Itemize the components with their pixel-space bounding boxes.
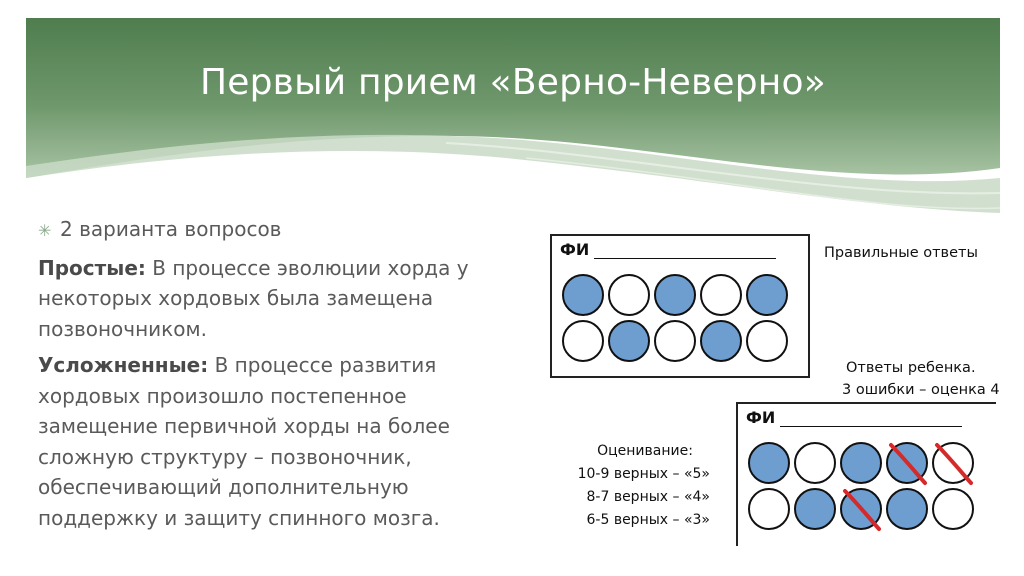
answer-circle bbox=[748, 442, 790, 484]
fi-line bbox=[594, 258, 776, 259]
answer-circle bbox=[700, 274, 742, 316]
answer-circle bbox=[886, 442, 928, 484]
answer-circle bbox=[608, 274, 650, 316]
answer-circle bbox=[932, 488, 974, 530]
answer-circle bbox=[562, 320, 604, 362]
answer-circle bbox=[654, 320, 696, 362]
complex-label: Усложненные: bbox=[38, 353, 209, 377]
grading-legend bbox=[550, 440, 710, 532]
simple-question bbox=[38, 253, 498, 345]
answer-circle bbox=[840, 488, 882, 530]
header-banner bbox=[26, 18, 1000, 213]
grading-header: Оценивание: bbox=[597, 443, 693, 459]
fi-label: ФИ bbox=[560, 240, 590, 259]
child-score-caption: 3 ошибки – оценка 4 bbox=[842, 382, 1000, 398]
bullet-text: 2 варианта вопросов bbox=[60, 217, 282, 241]
answer-circle bbox=[654, 274, 696, 316]
slide-title: Первый прием «Верно-Неверно» bbox=[200, 62, 826, 103]
child-answers-caption: Ответы ребенка. bbox=[846, 360, 976, 376]
grading-line-3: 6-5 верных – «3» bbox=[586, 512, 710, 528]
answer-circle bbox=[562, 274, 604, 316]
answer-circle bbox=[840, 442, 882, 484]
fi-label: ФИ bbox=[746, 408, 776, 427]
child-answers-card bbox=[736, 402, 996, 546]
grading-line-4: 8-7 верных – «4» bbox=[586, 489, 710, 505]
answer-circle bbox=[746, 274, 788, 316]
answer-circle bbox=[748, 488, 790, 530]
complex-question bbox=[38, 350, 498, 533]
answer-circle bbox=[700, 320, 742, 362]
fi-line bbox=[780, 426, 962, 427]
simple-label: Простые: bbox=[38, 255, 146, 280]
answer-circle bbox=[886, 488, 928, 530]
answer-circle bbox=[794, 488, 836, 530]
answer-circle bbox=[794, 442, 836, 484]
simple-text: В процессе эволюции хорда у некоторых хордовых была замещена позвоночником. bbox=[38, 255, 469, 341]
answer-circle bbox=[746, 320, 788, 362]
grading-line-5: 10-9 верных – «5» bbox=[577, 466, 710, 482]
correct-answers-caption: Правильные ответы bbox=[824, 245, 978, 261]
slide-content bbox=[38, 214, 498, 539]
answer-circle bbox=[932, 442, 974, 484]
bullet-item bbox=[38, 214, 498, 247]
correct-answers-card bbox=[550, 234, 810, 378]
complex-text: В процессе развития хордовых произошло постепенное замещение первичной хорды на более сложную структуру – позвоночник, обеспечивающий дополнительную поддержку и защиту спинного мозга. bbox=[38, 353, 450, 530]
asterisk-bullet-icon: ✳ bbox=[38, 221, 52, 240]
answer-circle bbox=[608, 320, 650, 362]
